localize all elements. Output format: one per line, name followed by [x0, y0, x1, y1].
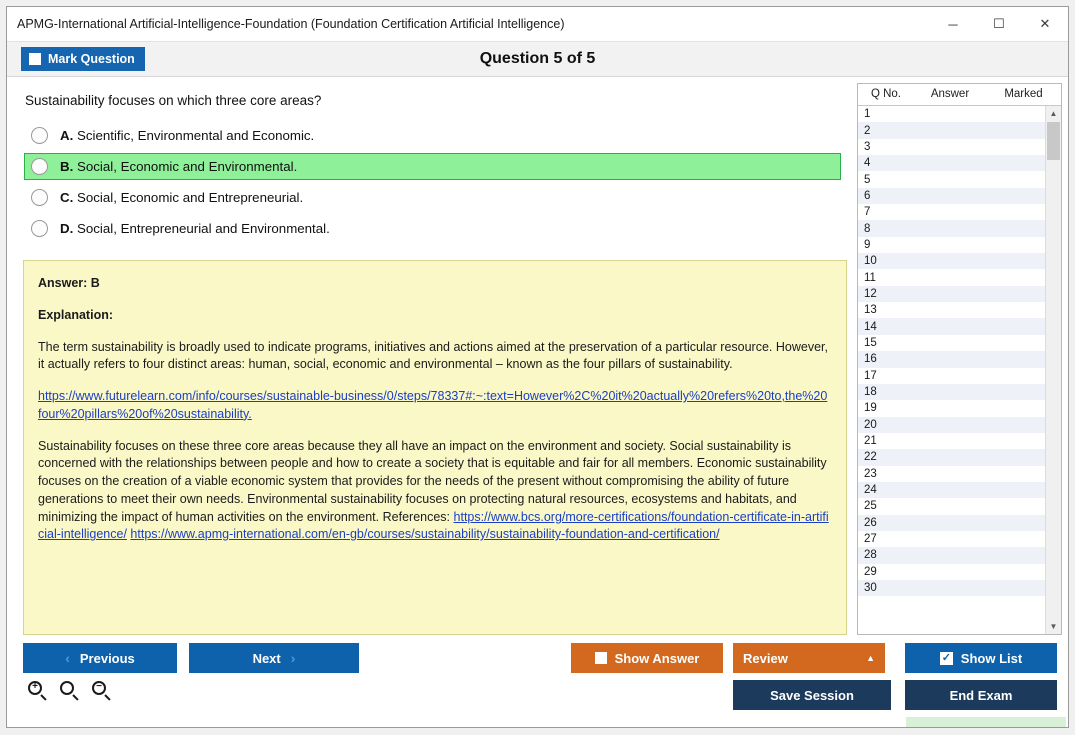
table-row[interactable]	[858, 449, 1061, 465]
row-qno: 7	[864, 206, 871, 219]
row-qno: 20	[864, 418, 877, 431]
question-counter: Question 5 of 5	[479, 50, 596, 67]
window-titlebar	[7, 7, 1068, 42]
column-header-answer: Answer	[930, 88, 970, 100]
question-stem: Sustainability focuses on which three core areas?	[25, 93, 322, 108]
answer-option-c-text: Social, Economic and Entrepreneurial.	[77, 190, 304, 205]
answer-option-a[interactable]	[25, 122, 845, 149]
table-row[interactable]	[858, 106, 1061, 122]
chevron-up-icon: ▲	[866, 653, 875, 663]
question-list-panel	[857, 83, 1062, 635]
row-qno: 30	[864, 582, 877, 595]
question-pane	[7, 77, 857, 635]
answer-explanation-panel	[23, 260, 847, 635]
window-controls	[930, 7, 1068, 41]
save-session-button[interactable]	[733, 680, 891, 710]
table-row[interactable]	[858, 547, 1061, 563]
row-qno: 15	[864, 336, 877, 349]
window-title: APMG-International Artificial-Intelligence-Foundation (Foundation Certification Artificial Intelligence)	[17, 17, 565, 31]
answer-option-b-label	[60, 159, 297, 174]
table-row[interactable]	[858, 368, 1061, 384]
zoom-toolbar	[27, 680, 113, 702]
radio-icon-a[interactable]	[31, 127, 48, 144]
table-row[interactable]	[858, 269, 1061, 285]
answer-option-c-label	[60, 190, 303, 205]
previous-button[interactable]	[23, 643, 177, 673]
mark-question-button[interactable]	[21, 47, 145, 71]
exam-application-window	[6, 6, 1069, 728]
table-row[interactable]	[858, 139, 1061, 155]
table-row[interactable]	[858, 220, 1061, 236]
row-qno: 9	[864, 238, 871, 251]
answer-option-b[interactable]	[24, 153, 841, 180]
show-answer-button[interactable]	[571, 643, 723, 673]
next-button-label: Next	[252, 650, 281, 666]
answer-option-b-text: Social, Economic and Environmental.	[77, 159, 298, 174]
row-qno: 6	[864, 189, 871, 202]
table-row[interactable]	[858, 482, 1061, 498]
maximize-icon[interactable]: ☐	[993, 16, 1005, 31]
answer-option-d-label	[60, 221, 330, 236]
review-dropdown[interactable]	[733, 643, 885, 673]
column-header-marked: Marked	[1004, 88, 1043, 100]
previous-button-label: Previous	[79, 650, 135, 666]
answer-option-c-letter: C.	[60, 190, 74, 205]
minimize-icon[interactable]: ─	[948, 16, 958, 32]
row-qno: 24	[864, 484, 877, 497]
radio-icon-b[interactable]	[31, 158, 48, 175]
radio-icon-d[interactable]	[31, 220, 48, 237]
table-row[interactable]	[858, 335, 1061, 351]
show-list-checkbox-icon[interactable]: ✓	[941, 651, 951, 664]
mark-question-label: Mark Question	[48, 52, 135, 66]
table-row[interactable]	[858, 318, 1061, 334]
row-qno: 5	[864, 173, 871, 186]
explanation-link-futurelearn[interactable]: https://www.futurelearn.com/info/courses/sustainable-business/0/steps/78337#:~:text=However%2C%20it%20actually%20refers%20to,the%20four%20pillars%20of%20sustainability.	[38, 389, 828, 421]
table-row[interactable]	[858, 466, 1061, 482]
table-row[interactable]	[858, 515, 1061, 531]
table-row[interactable]	[858, 400, 1061, 416]
scrollbar-thumb[interactable]	[1047, 122, 1060, 160]
row-qno: 26	[864, 516, 877, 529]
table-row[interactable]	[858, 188, 1061, 204]
row-qno: 23	[864, 467, 877, 480]
row-qno: 16	[864, 353, 877, 366]
table-row[interactable]	[858, 351, 1061, 367]
row-qno: 3	[864, 140, 871, 153]
row-qno: 25	[864, 500, 877, 513]
explanation-paragraph-1: The term sustainability is broadly used to indicate programs, initiatives and actions aimed at the preservation of a particular resource. However, it actually refers to four distinct areas: human, social, economic and environmental – known as the four pillars of sustainability.	[38, 339, 828, 372]
answer-option-d-text: Social, Entrepreneurial and Environmental.	[77, 221, 330, 236]
row-qno: 27	[864, 533, 877, 546]
zoom-out-icon[interactable]: −	[91, 680, 113, 702]
table-row[interactable]	[858, 155, 1061, 171]
question-list-header	[858, 84, 1061, 106]
explanation-heading: Explanation:	[38, 307, 114, 322]
chevron-left-icon: ‹	[65, 650, 70, 666]
row-qno: 14	[864, 320, 877, 333]
table-row[interactable]	[858, 286, 1061, 302]
row-qno: 13	[864, 304, 877, 317]
end-exam-label: End Exam	[949, 687, 1013, 703]
question-list-rows	[858, 106, 1061, 596]
zoom-reset-icon[interactable]	[59, 680, 81, 702]
table-row[interactable]	[858, 302, 1061, 318]
row-qno: 19	[864, 402, 877, 415]
table-row[interactable]	[858, 433, 1061, 449]
zoom-in-icon[interactable]: +	[27, 680, 49, 702]
row-qno: 21	[864, 435, 877, 448]
close-icon[interactable]: ✕	[1039, 16, 1051, 31]
exam-body	[7, 77, 1068, 635]
table-row[interactable]	[858, 384, 1061, 400]
answer-options-list	[7, 112, 857, 246]
answer-option-b-letter: B.	[60, 159, 74, 174]
row-qno: 4	[864, 157, 871, 170]
table-row[interactable]	[858, 171, 1061, 187]
review-label: Review	[743, 650, 788, 666]
answer-option-a-letter: A.	[60, 128, 74, 143]
question-list-scrollbar[interactable]	[1045, 106, 1061, 634]
row-qno: 29	[864, 565, 877, 578]
show-list-button[interactable]	[905, 643, 1057, 673]
scroll-down-icon[interactable]: ▼	[1049, 622, 1058, 631]
mark-question-checkbox-icon[interactable]	[29, 53, 41, 65]
status-strip	[906, 717, 1066, 727]
references-label: References:	[382, 509, 451, 524]
save-session-label: Save Session	[770, 687, 854, 703]
answer-heading: Answer: B	[38, 276, 100, 290]
table-row[interactable]	[858, 122, 1061, 138]
table-row[interactable]	[858, 564, 1061, 580]
table-row[interactable]	[858, 498, 1061, 514]
table-row[interactable]	[858, 531, 1061, 547]
answer-option-d-letter: D.	[60, 221, 74, 236]
answer-option-a-text: Scientific, Environmental and Economic.	[77, 128, 315, 143]
reference-link-bcs[interactable]: https://www.bcs.org/more-certifications/foundation-certificate-in-artificial-intelligence/	[38, 509, 829, 542]
table-row[interactable]	[858, 237, 1061, 253]
answer-option-d[interactable]	[25, 215, 845, 242]
question-list-body[interactable]	[858, 106, 1061, 634]
row-qno: 12	[864, 287, 877, 300]
row-qno: 2	[864, 124, 871, 137]
table-row[interactable]	[858, 417, 1061, 433]
table-row[interactable]	[858, 580, 1061, 596]
row-qno: 28	[864, 549, 877, 562]
row-qno: 8	[864, 222, 871, 235]
table-row[interactable]	[858, 204, 1061, 220]
show-answer-checkbox-icon[interactable]	[595, 652, 607, 664]
row-qno: 11	[864, 271, 876, 284]
explanation-paragraph-2-text: Sustainability focuses on these three core areas because they all have an impact on the environment and society. Social sustainability is concerned with the relationships between people and how to create a society that is equitable and fair for all members. Economic sustainability focuses on the creation of a viable economic system that provides for the needs of the present without compromising the ability of future generations to meet their own needs. Environmental sustainability focuses on protecting natural resources, ecosystems and habitats, and minimizing the impact of human activities on the environment.	[38, 438, 827, 524]
exam-footer	[7, 635, 1068, 727]
explanation-paragraph-2	[38, 438, 830, 545]
radio-icon-c[interactable]	[31, 189, 48, 206]
row-qno: 10	[864, 255, 877, 268]
end-exam-button[interactable]	[905, 680, 1057, 710]
row-qno: 1	[864, 108, 871, 121]
chevron-right-icon: ›	[290, 650, 296, 666]
answer-option-c[interactable]	[25, 184, 845, 211]
exam-header-bar	[7, 42, 1068, 77]
next-button[interactable]	[189, 643, 359, 673]
show-answer-label: Show Answer	[614, 650, 700, 666]
column-header-qno: Q No.	[870, 88, 902, 100]
row-qno: 17	[864, 369, 877, 382]
row-qno: 18	[864, 386, 877, 399]
reference-link-apmg[interactable]: https://www.apmg-international.com/en-gb/courses/sustainability/sustainability-foundation-and-certification/	[130, 527, 720, 542]
show-list-label: Show List	[960, 650, 1023, 666]
row-qno: 22	[864, 451, 877, 464]
answer-option-a-label	[60, 128, 314, 143]
scroll-up-icon[interactable]: ▲	[1049, 109, 1058, 118]
table-row[interactable]	[858, 253, 1061, 269]
